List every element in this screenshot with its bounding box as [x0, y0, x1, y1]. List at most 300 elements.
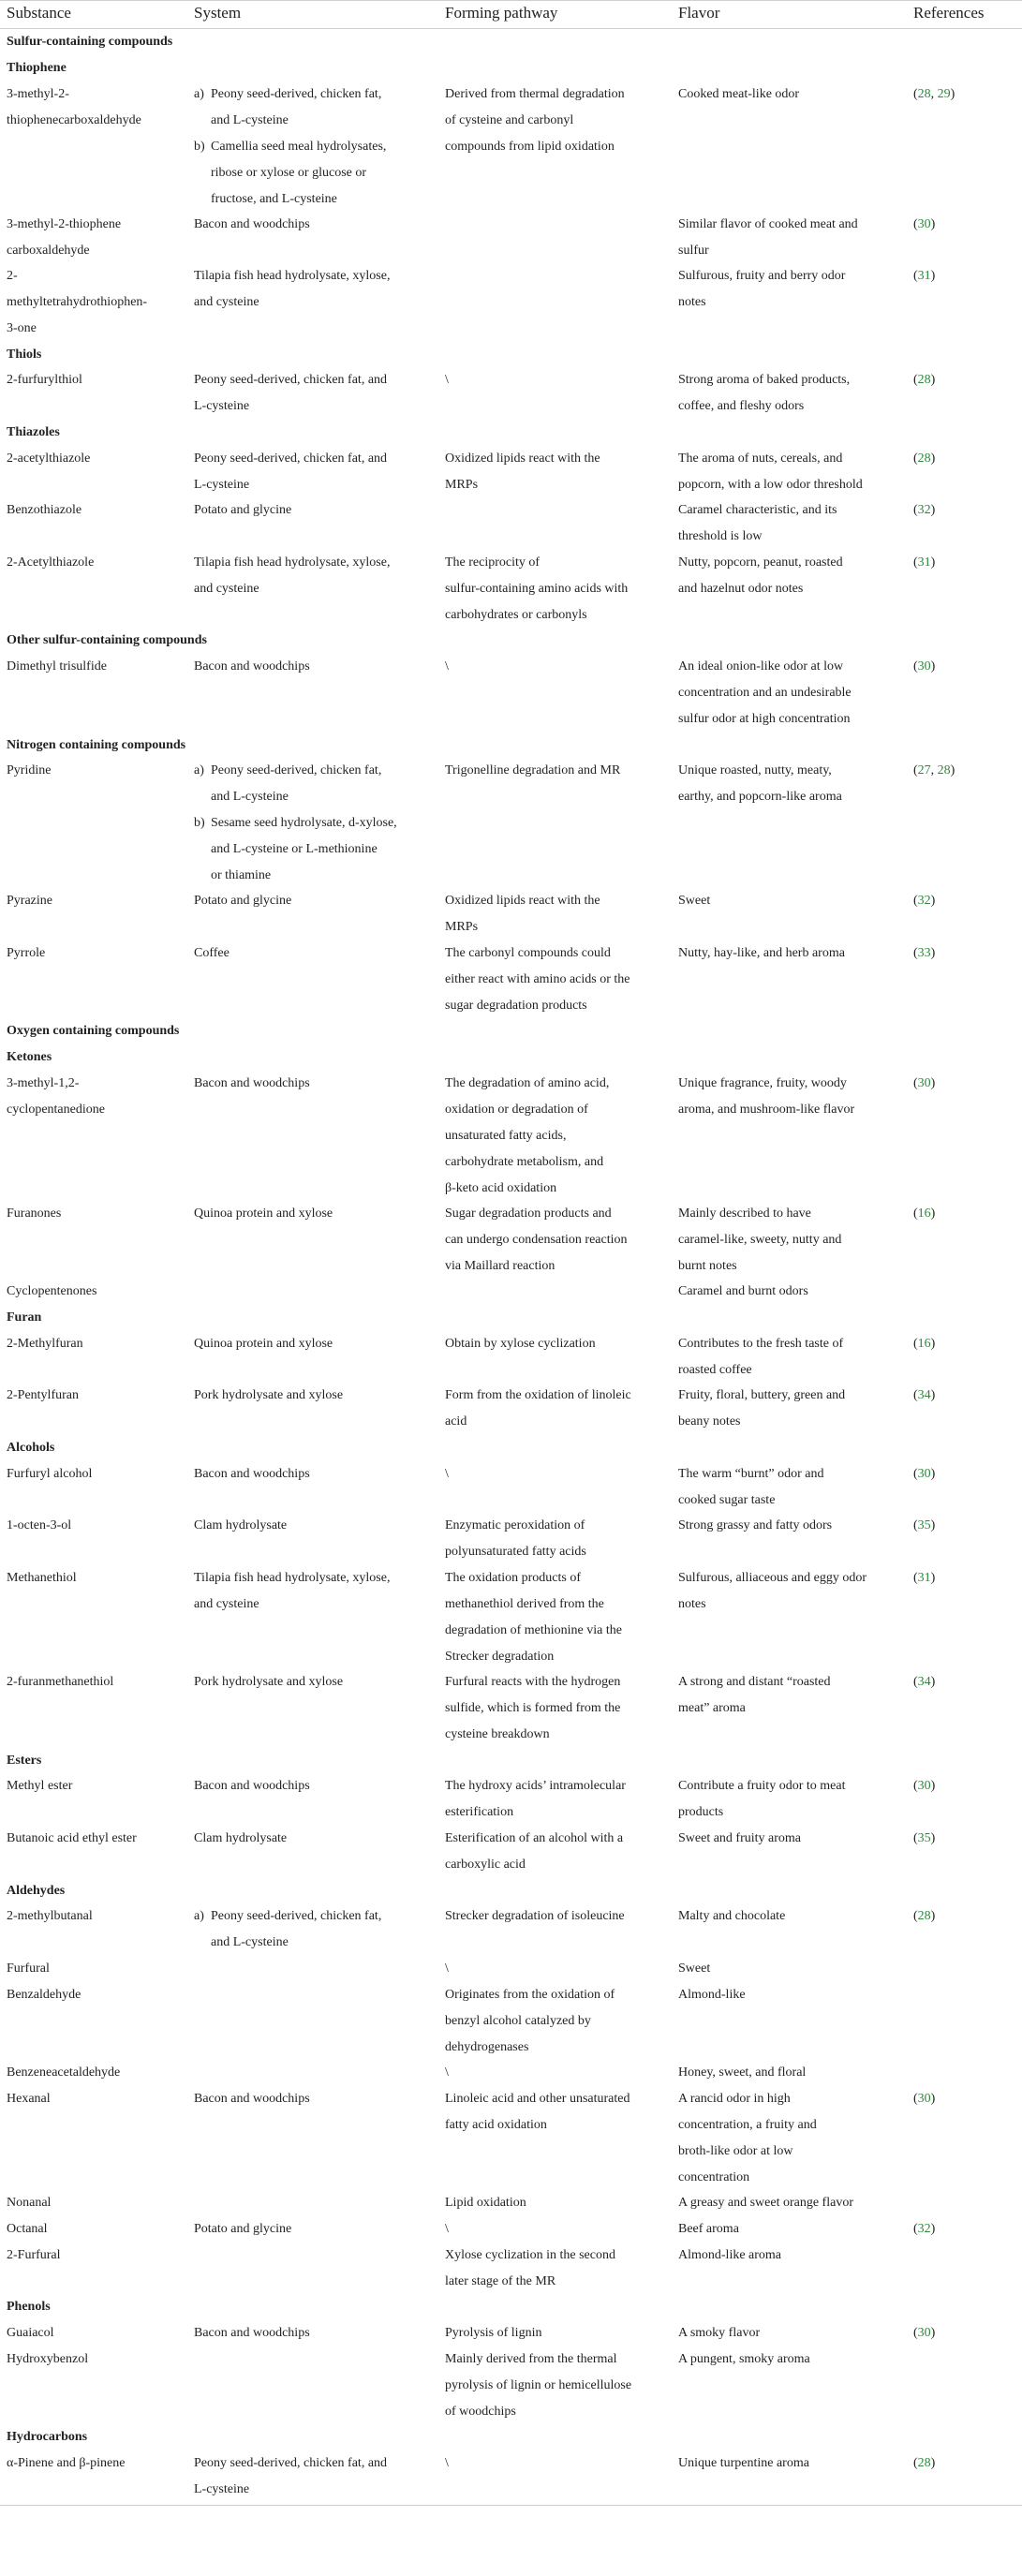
substance-line: 2-acetylthiazole	[7, 451, 91, 466]
reference-link[interactable]: 32	[917, 894, 931, 909]
table-row	[0, 497, 1022, 550]
substance-line: 3-methyl-2-	[7, 86, 69, 101]
pathway-cell	[445, 2060, 449, 2086]
reference-link[interactable]: 30	[917, 2092, 931, 2106]
list-marker: b)	[194, 139, 205, 154]
pathway-line: The oxidation products of	[445, 1571, 582, 1586]
pathway-cell	[445, 2086, 629, 2139]
flavor-cell	[678, 654, 852, 733]
flavor-line: Nutty, hay-like, and herb aroma	[678, 945, 845, 960]
section-row	[0, 1305, 1022, 1331]
reference-link[interactable]: 31	[917, 1571, 931, 1586]
pathway-line: Xylose cyclization in the second	[445, 2247, 615, 2262]
flavor-line: An ideal onion-like odor at low	[678, 659, 844, 674]
flavor-cell	[678, 212, 858, 264]
reference-link[interactable]: 28	[917, 2456, 931, 2471]
system-line	[194, 472, 387, 498]
reference-link[interactable]: 31	[917, 269, 931, 284]
substance-cell	[7, 81, 141, 134]
pathway-cell	[445, 1461, 449, 1488]
system-text: Quinoa protein and xylose	[194, 1206, 333, 1221]
system-text: fructose, and L-cysteine	[211, 191, 337, 206]
pathway-line: Form from the oxidation of linoleic	[445, 1388, 631, 1403]
reference-link[interactable]: 16	[917, 1336, 931, 1351]
system-text: Camellia seed meal hydrolysates,	[211, 139, 387, 154]
pathway-cell	[445, 1956, 449, 1982]
system-text: Pork hydrolysate and xylose	[194, 1675, 344, 1690]
pathway-line: The carbonyl compounds could	[445, 945, 611, 960]
system-text: and L-cysteine	[211, 790, 289, 805]
pathway-cell	[445, 888, 600, 940]
substance-line: Furfural	[7, 1962, 50, 1976]
substance-line: Methyl ester	[7, 1779, 73, 1794]
system-line	[194, 1591, 390, 1618]
reference-link[interactable]: 27	[917, 763, 931, 778]
references-cell: (32)	[913, 503, 936, 518]
system-line	[194, 888, 291, 914]
system-line	[194, 2086, 310, 2112]
reference-link[interactable]: 28	[917, 451, 931, 466]
pathway-cell	[445, 1201, 628, 1280]
table-row	[0, 1279, 1022, 1305]
system-line	[194, 1331, 333, 1357]
flavor-line: A greasy and sweet orange flavor	[678, 2196, 853, 2211]
flavor-line: Strong grassy and fatty odors	[678, 1518, 833, 1533]
flavor-line: Contributes to the fresh taste of	[678, 1336, 844, 1351]
references-cell: (30)	[913, 1779, 936, 1794]
flavor-line: Sweet	[678, 894, 711, 909]
flavor-cell	[678, 1903, 785, 1930]
flavor-cell	[678, 2216, 739, 2243]
system-text: Sesame seed hydrolysate, d-xylose,	[211, 816, 397, 831]
system-line	[194, 160, 386, 186]
pathway-line: The degradation of amino acid,	[445, 1075, 610, 1090]
section-heading: Hydrocarbons	[7, 2430, 88, 2445]
table-row	[0, 1826, 1022, 1878]
pathway-cell	[445, 2450, 449, 2477]
reference-link[interactable]: 30	[917, 216, 931, 231]
pathway-line: Lipid oxidation	[445, 2196, 526, 2211]
references-cell: (30)	[913, 2326, 936, 2341]
table-row	[0, 81, 1022, 212]
reference-link[interactable]: 28	[937, 763, 951, 778]
substance-cell	[7, 263, 147, 342]
system-cell	[194, 550, 390, 602]
system-cell	[194, 888, 291, 914]
flavor-cell	[678, 2243, 781, 2269]
section-row	[0, 2424, 1022, 2450]
flavor-cell	[678, 2347, 810, 2373]
substance-line: methyltetrahydrothiophen-	[7, 295, 148, 310]
pathway-line: \	[445, 373, 449, 388]
system-text: Pork hydrolysate and xylose	[194, 1388, 344, 1403]
substance-cell	[7, 940, 45, 967]
system-line	[194, 1565, 390, 1591]
flavor-line: meat” aroma	[678, 1701, 746, 1716]
substance-cell	[7, 888, 52, 914]
reference-link[interactable]: 35	[917, 1518, 931, 1533]
table-row	[0, 1513, 1022, 1565]
substance-line: Furfuryl alcohol	[7, 1466, 93, 1481]
pathway-line: \	[445, 2456, 449, 2471]
system-text: Peony seed-derived, chicken fat, and	[194, 2456, 388, 2471]
reference-link[interactable]: 32	[917, 503, 931, 518]
section-row	[0, 420, 1022, 446]
flavor-line: sulfur	[678, 243, 709, 258]
pathway-cell	[445, 1669, 620, 1748]
substance-cell	[7, 212, 121, 264]
section-heading: Furan	[7, 1310, 42, 1325]
system-text: Bacon and woodchips	[194, 1466, 310, 1481]
substance-line: Hydroxybenzol	[7, 2351, 89, 2366]
table-row	[0, 2243, 1022, 2295]
references-cell: (16)	[913, 1206, 936, 1221]
flavor-line: Contribute a fruity odor to meat	[678, 1779, 846, 1794]
pathway-cell	[445, 1826, 623, 1878]
system-cell	[194, 758, 397, 889]
pathway-line: β-keto acid oxidation	[445, 1180, 557, 1195]
reference-link[interactable]: 30	[917, 1779, 931, 1794]
table-row	[0, 1331, 1022, 1384]
references-cell: (28)	[913, 1909, 936, 1924]
substance-line: Furanones	[7, 1206, 62, 1221]
pathway-line: of cysteine and carbonyl	[445, 112, 574, 127]
system-cell	[194, 1826, 287, 1852]
pathway-line: compounds from lipid oxidation	[445, 139, 615, 154]
flavor-line: A strong and distant “roasted	[678, 1675, 831, 1690]
table-row	[0, 758, 1022, 888]
table-row	[0, 1071, 1022, 1201]
system-line	[194, 134, 386, 160]
system-cell	[194, 263, 390, 316]
system-text: ribose or xylose or glucose or	[211, 165, 367, 180]
table-row	[0, 2347, 1022, 2424]
system-line	[194, 367, 387, 393]
system-cell	[194, 1383, 343, 1409]
substance-cell	[7, 2450, 125, 2477]
flavor-line: The warm “burnt” odor and	[678, 1466, 824, 1481]
section-row	[0, 342, 1022, 368]
flavor-line: Unique fragrance, fruity, woody	[678, 1075, 847, 1090]
pathway-line: methanethiol derived from the	[445, 1597, 604, 1612]
flavor-cell	[678, 1513, 832, 1539]
references-cell: (30)	[913, 1075, 936, 1090]
table-row	[0, 367, 1022, 420]
references-cell: (31)	[913, 555, 936, 570]
system-text: Peony seed-derived, chicken fat, and	[194, 373, 388, 388]
system-text: Bacon and woodchips	[194, 216, 310, 231]
pathway-cell	[445, 1982, 615, 2061]
substance-line: Benzaldehyde	[7, 1987, 81, 2002]
reference-link[interactable]: 16	[917, 1206, 931, 1221]
table-row	[0, 2086, 1022, 2190]
table-row	[0, 1982, 1022, 2060]
flavor-line: Malty and chocolate	[678, 1909, 786, 1924]
table-row	[0, 1461, 1022, 1514]
section-row	[0, 29, 1022, 55]
system-line	[194, 550, 390, 576]
flavor-line: concentration and an undesirable	[678, 686, 852, 701]
flavor-cell	[678, 1201, 841, 1280]
pathway-cell	[445, 2347, 631, 2425]
table-row	[0, 2216, 1022, 2243]
reference-link[interactable]: 34	[917, 1388, 931, 1403]
system-line	[194, 1383, 343, 1409]
pathway-line: \	[445, 1466, 449, 1481]
table-bottom-rule	[0, 2505, 1022, 2506]
flavor-line: burnt notes	[678, 1258, 737, 1273]
table-row	[0, 2450, 1022, 2503]
system-text: Bacon and woodchips	[194, 2092, 310, 2106]
flavor-line: The aroma of nuts, cereals, and	[678, 451, 843, 466]
flavor-line: cooked sugar taste	[678, 1492, 776, 1507]
substance-line: 3-methyl-1,2-	[7, 1075, 80, 1090]
system-line	[194, 2216, 291, 2243]
substance-line: cyclopentanedione	[7, 1102, 105, 1117]
system-text: Potato and glycine	[194, 894, 292, 909]
pathway-line: degradation of methionine via the	[445, 1623, 622, 1638]
pathway-cell	[445, 81, 625, 160]
reference-link[interactable]: 30	[917, 1075, 931, 1090]
flavor-line: and hazelnut odor notes	[678, 581, 804, 596]
system-line	[194, 263, 390, 289]
system-text: and cysteine	[194, 295, 259, 310]
system-cell	[194, 2450, 387, 2503]
substance-cell	[7, 1773, 72, 1799]
system-text: and L-cysteine	[211, 1935, 289, 1950]
table-row	[0, 212, 1022, 264]
pathway-line: \	[445, 1962, 449, 1976]
substance-cell	[7, 446, 90, 472]
pathway-line: unsaturated fatty acids,	[445, 1128, 567, 1143]
flavor-cell	[678, 446, 863, 498]
system-cell	[194, 1071, 310, 1097]
flavor-line: Unique roasted, nutty, meaty,	[678, 763, 832, 778]
pathway-line: Strecker degradation of isoleucine	[445, 1909, 625, 1924]
system-cell	[194, 446, 387, 498]
reference-link[interactable]: 30	[917, 2326, 931, 2341]
reference-link[interactable]: 33	[917, 945, 931, 960]
pathway-cell	[445, 446, 600, 498]
flavor-line: aroma, and mushroom-like flavor	[678, 1102, 855, 1117]
substance-line: Pyridine	[7, 763, 52, 778]
substance-line: 2-Furfural	[7, 2247, 61, 2262]
pathway-line: esterification	[445, 1805, 514, 1820]
substance-cell	[7, 2190, 51, 2216]
flavor-cell	[678, 497, 837, 550]
pathway-line: MRPs	[445, 920, 479, 935]
flavor-line: Strong aroma of baked products,	[678, 373, 851, 388]
flavor-line: Caramel characteristic, and its	[678, 503, 837, 518]
substance-line: Hexanal	[7, 2092, 51, 2106]
pathway-line: oxidation or degradation of	[445, 1102, 588, 1117]
system-line	[194, 1071, 310, 1097]
pathway-line: \	[445, 659, 449, 674]
substance-cell	[7, 758, 51, 784]
system-text: Clam hydrolysate	[194, 1518, 288, 1533]
system-line	[194, 836, 397, 863]
flavor-line: Cooked meat-like odor	[678, 86, 800, 101]
flavor-line: Mainly described to have	[678, 1206, 811, 1221]
substance-line: 2-	[7, 269, 18, 284]
references-cell: (30)	[913, 659, 936, 674]
references-cell: (28)	[913, 2456, 936, 2471]
reference-link[interactable]: 30	[917, 1466, 931, 1481]
substance-line: 2-Methylfuran	[7, 1336, 83, 1351]
flavor-line: notes	[678, 295, 706, 310]
table-row	[0, 2190, 1022, 2216]
table-row	[0, 1383, 1022, 1435]
pathway-line: Trigonelline degradation and MR	[445, 763, 621, 778]
section-heading: Other sulfur-containing compounds	[7, 633, 207, 648]
pathway-cell	[445, 1773, 626, 1826]
substance-line: Dimethyl trisulfide	[7, 659, 107, 674]
flavor-cell	[678, 2060, 806, 2086]
flavor-line: beany notes	[678, 1414, 741, 1429]
section-row	[0, 2294, 1022, 2320]
reference-link[interactable]: 28	[917, 1909, 931, 1924]
references-cell: (31)	[913, 269, 936, 284]
flavor-line: roasted coffee	[678, 1362, 752, 1377]
pathway-line: fatty acid oxidation	[445, 2118, 547, 2132]
section-heading: Thiols	[7, 347, 42, 362]
table-row	[0, 654, 1022, 732]
system-cell	[194, 1331, 333, 1357]
pathway-line: polyunsaturated fatty acids	[445, 1545, 586, 1560]
pathway-line: acid	[445, 1414, 467, 1429]
table-row	[0, 550, 1022, 628]
pathway-line: dehydrogenases	[445, 2039, 529, 2054]
pathway-cell	[445, 1071, 609, 1202]
pathway-line: pyrolysis of lignin or hemicellulose	[445, 2377, 632, 2392]
system-line	[194, 186, 386, 213]
substance-cell	[7, 2243, 61, 2269]
substance-line: 3-methyl-2-thiophene	[7, 216, 122, 231]
substance-line: 1-octen-3-ol	[7, 1518, 72, 1533]
system-cell	[194, 367, 387, 420]
system-text: and L-cysteine	[211, 112, 289, 127]
reference-link[interactable]: 32	[917, 2221, 931, 2236]
system-text: Peony seed-derived, chicken fat,	[211, 86, 382, 101]
flavor-line: Sulfurous, fruity and berry odor	[678, 269, 846, 284]
reference-link[interactable]: 34	[917, 1675, 931, 1690]
system-line	[194, 940, 230, 967]
flavor-line: Fruity, floral, buttery, green and	[678, 1388, 846, 1403]
pathway-cell	[445, 550, 628, 629]
system-line	[194, 446, 387, 472]
system-line	[194, 863, 397, 889]
reference-link[interactable]: 29	[937, 86, 951, 101]
system-cell	[194, 212, 310, 238]
pathway-line: can undergo condensation reaction	[445, 1232, 628, 1247]
header-substance: Substance	[7, 4, 71, 22]
flavor-line: Sweet	[678, 1962, 711, 1976]
references-cell: (28)	[913, 451, 936, 466]
flavor-cell	[678, 263, 845, 316]
flavor-cell	[678, 1461, 824, 1514]
references-cell: (30)	[913, 1466, 936, 1481]
references-cell: (27, 28)	[913, 763, 955, 778]
substance-line: 2-furfurylthiol	[7, 373, 82, 388]
system-line	[194, 576, 390, 602]
pathway-line: MRPs	[445, 477, 479, 492]
table-row	[0, 888, 1022, 940]
table-row	[0, 2060, 1022, 2086]
system-text: L-cysteine	[194, 477, 250, 492]
system-line	[194, 289, 390, 316]
flavor-line: Almond-like aroma	[678, 2247, 782, 2262]
pathway-cell	[445, 1513, 586, 1565]
pathway-line: Oxidized lipids react with the	[445, 894, 600, 909]
flavor-cell	[678, 1956, 710, 1982]
pathway-line: sugar degradation products	[445, 998, 587, 1013]
reference-link[interactable]: 35	[917, 1831, 931, 1846]
substance-cell	[7, 2320, 54, 2347]
substance-cell	[7, 1071, 105, 1123]
flavor-cell	[678, 758, 842, 810]
section-row	[0, 1878, 1022, 1904]
system-line	[194, 1903, 381, 1930]
table-row	[0, 263, 1022, 341]
system-text: Potato and glycine	[194, 2221, 292, 2236]
system-line	[194, 1201, 333, 1227]
system-cell	[194, 1773, 310, 1799]
system-text: Tilapia fish head hydrolysate, xylose,	[194, 555, 391, 570]
substance-cell	[7, 1331, 83, 1357]
system-cell	[194, 2216, 291, 2243]
system-text: Tilapia fish head hydrolysate, xylose,	[194, 1571, 391, 1586]
system-text: Bacon and woodchips	[194, 2326, 310, 2341]
reference-link[interactable]: 28	[917, 86, 931, 101]
pathway-line: Linoleic acid and other unsaturated	[445, 2092, 630, 2106]
substance-cell	[7, 1201, 61, 1227]
flavor-line: Nutty, popcorn, peanut, roasted	[678, 555, 843, 570]
pathway-cell	[445, 1565, 622, 1670]
pathway-line: Strecker degradation	[445, 1650, 555, 1665]
reference-link[interactable]: 30	[917, 659, 931, 674]
table-row	[0, 940, 1022, 1018]
reference-link[interactable]: 31	[917, 555, 931, 570]
reference-link[interactable]: 28	[917, 373, 931, 388]
system-cell	[194, 1461, 310, 1488]
pathway-line: Furfural reacts with the hydrogen	[445, 1675, 621, 1690]
substance-line: Benzeneacetaldehyde	[7, 2065, 121, 2080]
section-heading: Esters	[7, 1753, 42, 1768]
flavor-line: caramel-like, sweety, nutty and	[678, 1232, 842, 1247]
pathway-cell	[445, 2190, 526, 2216]
system-text: Tilapia fish head hydrolysate, xylose,	[194, 269, 391, 284]
references-cell: (34)	[913, 1388, 936, 1403]
system-text: Peony seed-derived, chicken fat,	[211, 763, 382, 778]
pathway-cell	[445, 1383, 631, 1435]
system-line	[194, 108, 386, 134]
substance-line: carboxaldehyde	[7, 243, 90, 258]
pathway-line: \	[445, 2221, 449, 2236]
substance-line: Butanoic acid ethyl ester	[7, 1831, 137, 1846]
substance-cell	[7, 1826, 137, 1852]
table-row	[0, 1956, 1022, 1982]
substance-cell	[7, 2216, 48, 2243]
flavor-cell	[678, 81, 799, 108]
header-system: System	[194, 4, 242, 22]
substance-line: Methanethiol	[7, 1571, 77, 1586]
table-row	[0, 1565, 1022, 1669]
section-heading: Phenols	[7, 2300, 51, 2315]
system-cell	[194, 1201, 333, 1227]
system-cell	[194, 497, 291, 524]
system-text: Quinoa protein and xylose	[194, 1336, 333, 1351]
flavor-cell	[678, 940, 845, 967]
